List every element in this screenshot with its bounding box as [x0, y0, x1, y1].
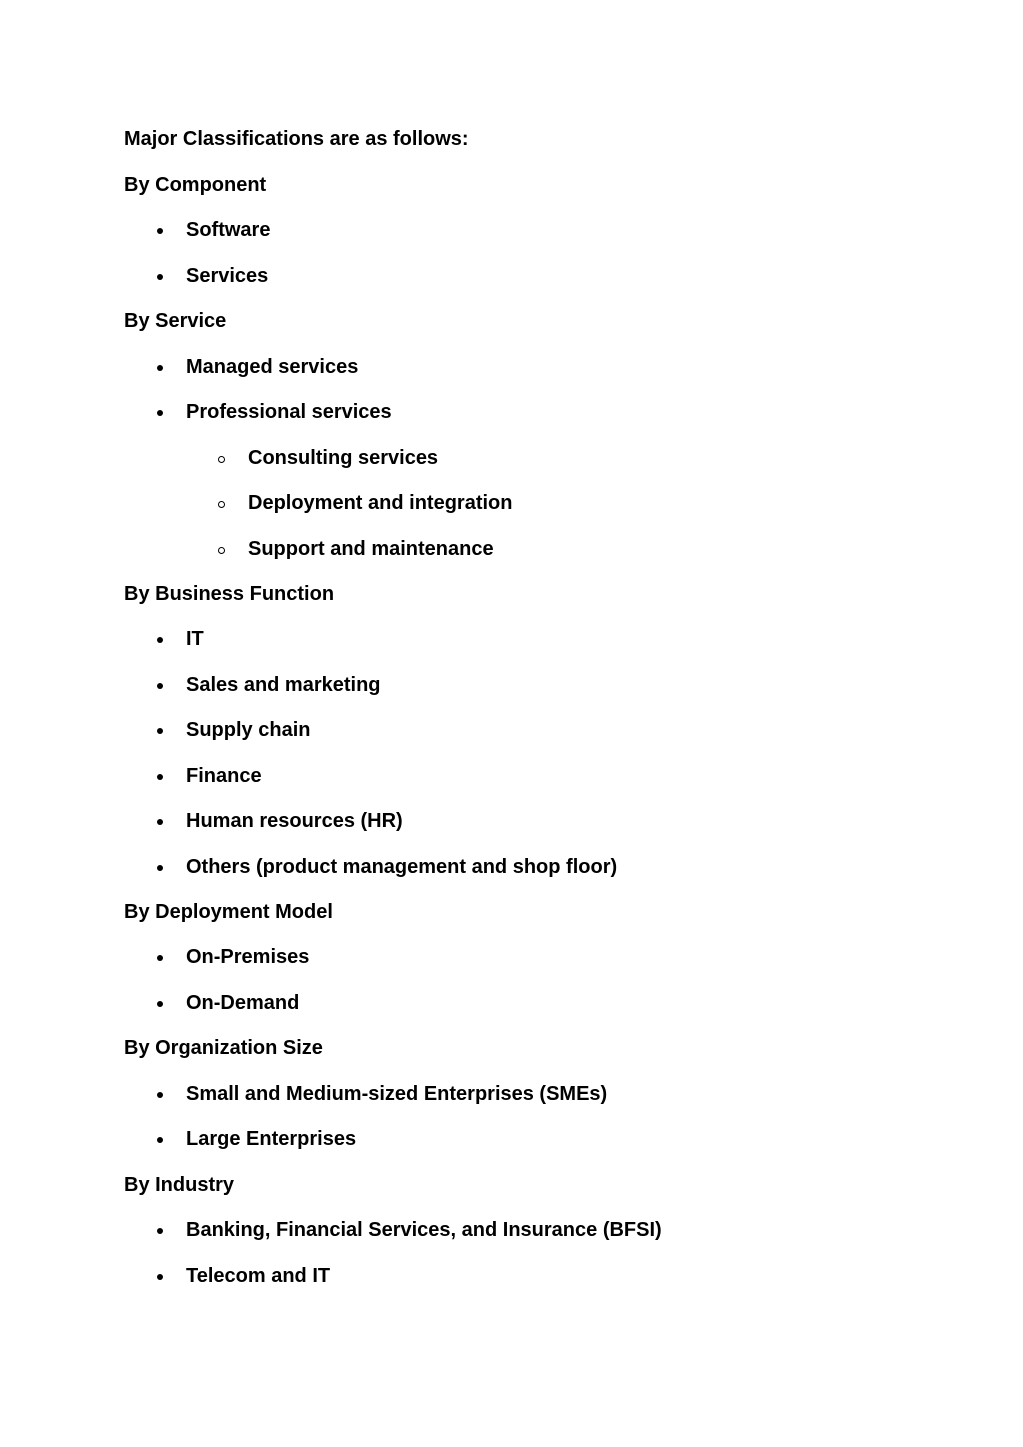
list-item-label: On-Demand [186, 992, 300, 1014]
section-heading-business-function: By Business Function [124, 583, 335, 605]
list-item-label: Large Enterprises [186, 1128, 357, 1150]
list-item-label: Sales and marketing [186, 674, 381, 696]
list-item [186, 673, 381, 697]
list-item-label: Professional services [186, 401, 392, 423]
bullet-icon [157, 1092, 163, 1098]
bullet-icon [157, 819, 163, 825]
list-item [186, 945, 309, 969]
circle-bullet-icon [218, 456, 225, 463]
list-item [186, 855, 617, 879]
list-item-label: Software [186, 219, 271, 241]
list-item-label: Telecom and IT [186, 1265, 331, 1287]
list-item-label: Small and Medium-sized Enterprises (SMEs) [186, 1083, 608, 1105]
bullet-icon [157, 728, 163, 734]
bullet-icon [157, 410, 163, 416]
bullet-icon [157, 1137, 163, 1143]
section-heading-industry: By Industry [124, 1174, 235, 1196]
list-item [186, 627, 204, 651]
bullet-icon [157, 1228, 163, 1234]
bullet-icon [157, 274, 163, 280]
list-item-label: Services [186, 265, 269, 287]
list-item [186, 809, 403, 833]
circle-bullet-icon [218, 501, 225, 508]
list-item [186, 264, 268, 288]
list-item [186, 355, 358, 379]
sub-list-item-label: Support and maintenance [248, 538, 494, 560]
section-heading-organization-size: By Organization Size [124, 1037, 323, 1059]
list-item [186, 718, 310, 742]
bullet-icon [157, 1001, 163, 1007]
list-item-label: IT [186, 628, 204, 650]
list-item-label: Banking, Financial Services, and Insurance (BFSI) [186, 1219, 662, 1241]
sub-list-item [248, 446, 438, 470]
list-item-label: Others (product management and shop floor) [186, 856, 618, 878]
sub-list-item [248, 491, 512, 515]
section-heading-component: By Component [124, 174, 267, 196]
list-item-label: Human resources (HR) [186, 810, 403, 832]
sub-list-item [248, 537, 494, 561]
list-item [186, 1127, 356, 1151]
section-heading-deployment-model: By Deployment Model [124, 901, 333, 923]
list-item [186, 218, 270, 242]
list-item [186, 1264, 330, 1288]
intro-heading: Major Classifications are as follows: [124, 128, 469, 150]
list-item [186, 764, 262, 788]
list-item [186, 1218, 662, 1242]
bullet-icon [157, 228, 163, 234]
list-item [186, 400, 392, 424]
list-item [186, 991, 299, 1015]
list-item-label: Supply chain [186, 719, 311, 741]
list-item-label: Managed services [186, 356, 359, 378]
bullet-icon [157, 955, 163, 961]
bullet-icon [157, 1274, 163, 1280]
list-item-label: On-Premises [186, 946, 310, 968]
bullet-icon [157, 365, 163, 371]
bullet-icon [157, 865, 163, 871]
sub-list-item-label: Deployment and integration [248, 492, 513, 514]
sub-list-item-label: Consulting services [248, 447, 439, 469]
list-item [186, 1082, 607, 1106]
section-heading-service: By Service [124, 310, 227, 332]
bullet-icon [157, 637, 163, 643]
circle-bullet-icon [218, 547, 225, 554]
bullet-icon [157, 774, 163, 780]
list-item-label: Finance [186, 765, 262, 787]
bullet-icon [157, 683, 163, 689]
